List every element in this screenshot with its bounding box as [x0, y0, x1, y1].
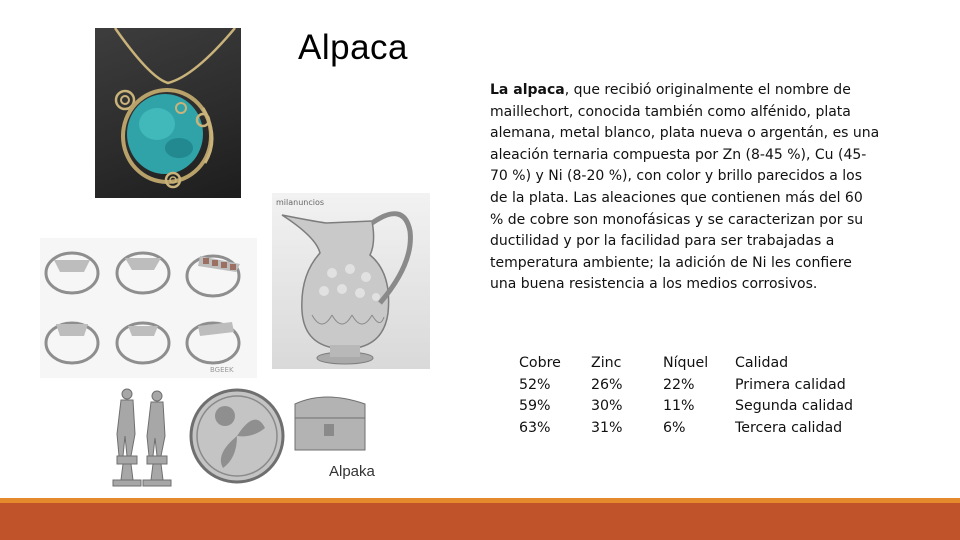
- description-paragraph: [490, 80, 880, 296]
- paragraph-lead: La alpaca: [490, 82, 565, 98]
- paragraph-body: , que recibió originalmente el nombre de maillechort, conocida también como alfénido, plata alemana, metal blanco, plata nueva o argentán, es una aleación ternaria compuesta por Zn (8-45 %), Cu (45-70 %) y Ni (8-20 %), con color y brillo parecidos a los de la plata. Las aleaciones que contienen más del 60 % de cobre son monofásicas y se caracterizan por su ductilidad y por la facilidad para ser trabajadas a temperatura ambiente; la adición de Ni les confiere una buena resistencia a los medios corrosivos.: [490, 82, 880, 293]
- column-zinc: [591, 353, 623, 440]
- table-cell: 22%: [663, 376, 695, 393]
- table-cell: 59%: [519, 398, 551, 415]
- table-cell: 11%: [663, 398, 695, 415]
- slide-title: Alpaca: [298, 28, 409, 67]
- column-header: Calidad: [735, 355, 789, 371]
- table-cell: Tercera calidad: [735, 420, 843, 437]
- table-cell: 6%: [663, 420, 686, 437]
- accent-bar-bottom: [0, 503, 960, 540]
- pitcher-watermark: milanuncios: [276, 198, 325, 207]
- table-cell: 63%: [519, 420, 551, 437]
- table-cell: 52%: [519, 376, 551, 393]
- column-calidad: [735, 353, 853, 440]
- turquoise-pendant-illustration: [95, 28, 241, 198]
- column-header: Cobre: [519, 355, 561, 371]
- table-cell: 30%: [591, 398, 623, 415]
- table-cell: Primera calidad: [735, 376, 846, 393]
- pendant-image: [95, 28, 241, 198]
- rings-watermark: BGEEK: [210, 366, 234, 374]
- composition-table: [0, 353, 960, 443]
- column-niquel: [663, 353, 708, 440]
- bottom-caption: Alpaka: [329, 463, 375, 480]
- table-cell: 31%: [591, 420, 623, 437]
- column-header: Zinc: [591, 355, 622, 371]
- pitcher-image: [272, 193, 430, 369]
- column-header: Níquel: [663, 355, 709, 371]
- column-cobre: [519, 353, 561, 440]
- table-cell: 26%: [591, 376, 623, 393]
- pitcher-illustration: [272, 193, 430, 369]
- table-cell: Segunda calidad: [735, 398, 854, 415]
